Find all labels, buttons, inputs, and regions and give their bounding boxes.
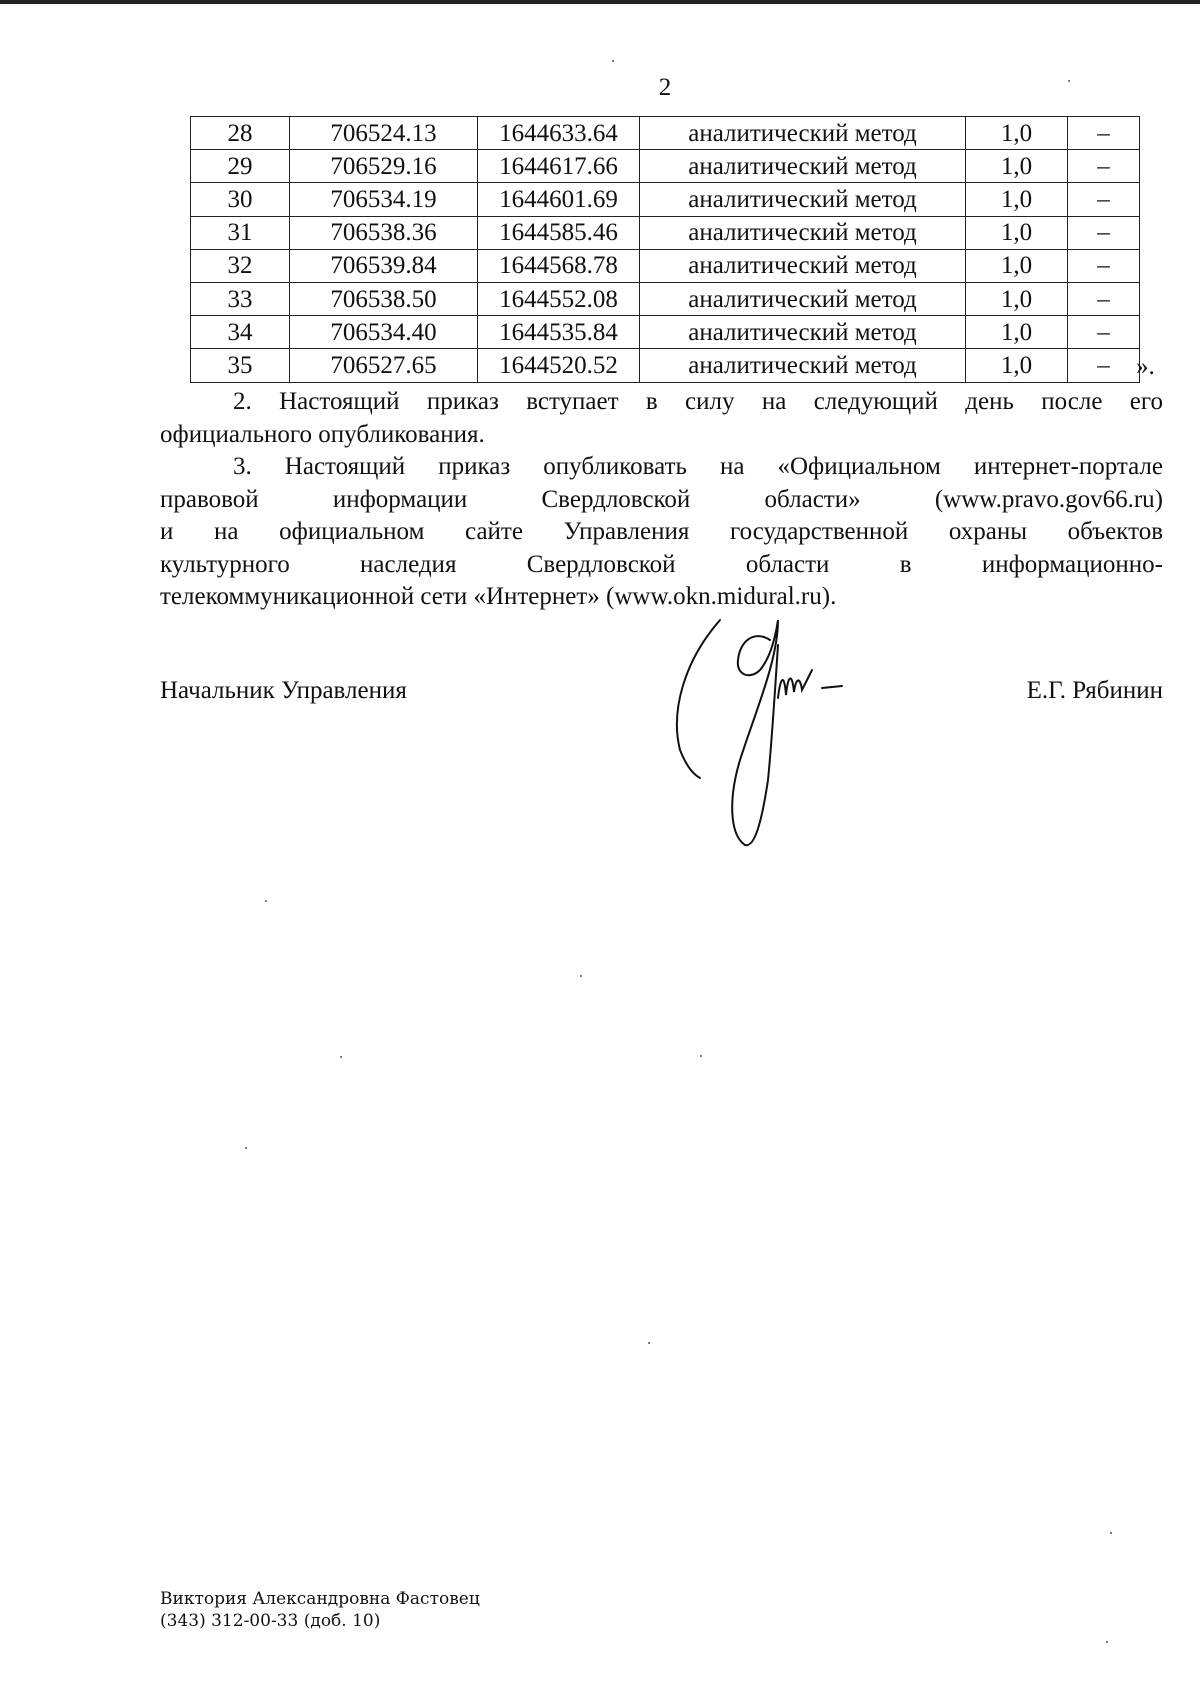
table-cell: – xyxy=(1068,183,1140,216)
table-cell: – xyxy=(1068,282,1140,315)
table-cell: 706527.65 xyxy=(290,349,478,382)
table-cell: – xyxy=(1068,117,1140,150)
paragraph-3-line: телекоммуникационной сети «Интернет» (www.okn.midural.ru). xyxy=(160,583,837,610)
table-cell: 706534.40 xyxy=(290,316,478,349)
executor-contact xyxy=(160,1588,480,1632)
table-cell: аналитический метод xyxy=(640,349,966,382)
table-cell: – xyxy=(1068,349,1140,382)
table-cell: 1,0 xyxy=(966,150,1068,183)
table-cell: – xyxy=(1068,150,1140,183)
table-cell: – xyxy=(1068,249,1140,282)
signatory-title: Начальник Управления xyxy=(160,677,407,704)
table-cell: аналитический метод xyxy=(640,316,966,349)
signatory-name: Е.Г. Рябинин xyxy=(1026,677,1163,704)
paragraph-3 xyxy=(160,451,1163,614)
table-cell: 1644617.66 xyxy=(478,150,640,183)
table-cell: 1644601.69 xyxy=(478,183,640,216)
executor-name: Виктория Александровна Фастовец xyxy=(160,1589,480,1609)
table-cell: 32 xyxy=(191,249,290,282)
table-cell: 706538.36 xyxy=(290,216,478,249)
table-cell: 706538.50 xyxy=(290,282,478,315)
page-number: 2 xyxy=(658,74,672,101)
scan-speck xyxy=(340,1056,342,1058)
scan-top-edge xyxy=(0,0,1200,4)
table-cell: аналитический метод xyxy=(640,117,966,150)
paragraph-3-line: 3. Настоящий приказ опубликовать на «Официальном интернет-портале xyxy=(233,453,1163,480)
scan-speck xyxy=(612,60,614,62)
scan-speck xyxy=(1068,80,1070,82)
table-cell: 29 xyxy=(191,150,290,183)
table-cell: 706529.16 xyxy=(290,150,478,183)
table-cell: 706534.19 xyxy=(290,183,478,216)
table-cell: 1,0 xyxy=(966,117,1068,150)
table-cell: 31 xyxy=(191,216,290,249)
table-row xyxy=(191,150,1140,183)
coordinates-table xyxy=(190,116,1140,383)
table-cell: 1,0 xyxy=(966,282,1068,315)
table-row xyxy=(191,183,1140,216)
table-cell: 35 xyxy=(191,349,290,382)
table-cell: аналитический метод xyxy=(640,150,966,183)
table-cell: аналитический метод xyxy=(640,216,966,249)
paragraph-2-line: 2. Настоящий приказ вступает в силу на следующий день после его xyxy=(233,388,1163,415)
table-cell: 1644520.52 xyxy=(478,349,640,382)
table-row xyxy=(191,282,1140,315)
table-cell: 1644585.46 xyxy=(478,216,640,249)
paragraph-3-line: культурного наследия Свердловской области в информационно- xyxy=(160,550,1163,578)
table-cell: 1,0 xyxy=(966,349,1068,382)
table-closing-quote: ». xyxy=(1136,353,1155,380)
table-cell: 706524.13 xyxy=(290,117,478,150)
table-cell: 1644535.84 xyxy=(478,316,640,349)
table-cell: аналитический метод xyxy=(640,249,966,282)
table-cell: 1644633.64 xyxy=(478,117,640,150)
table-cell: 1,0 xyxy=(966,316,1068,349)
scan-speck xyxy=(1106,1641,1108,1643)
table-cell: 706539.84 xyxy=(290,249,478,282)
scan-speck xyxy=(580,975,582,977)
table-cell: 1644552.08 xyxy=(478,282,640,315)
table-cell: 28 xyxy=(191,117,290,150)
table-cell: – xyxy=(1068,316,1140,349)
scan-speck xyxy=(265,900,267,902)
table-cell: 30 xyxy=(191,183,290,216)
scan-speck xyxy=(1110,1532,1112,1534)
paragraph-3-line: и на официальном сайте Управления государственной охраны объектов xyxy=(160,518,1163,545)
table-cell: 33 xyxy=(191,282,290,315)
scan-speck xyxy=(700,1055,702,1057)
table-cell: 1,0 xyxy=(966,216,1068,249)
executor-phone: (343) 312-00-33 (доб. 10) xyxy=(160,1611,381,1631)
table-cell: аналитический метод xyxy=(640,183,966,216)
table-cell: 1,0 xyxy=(966,183,1068,216)
table-row xyxy=(191,117,1140,150)
paragraph-3-line: правовой информации Свердловской области» (www.pravo.gov66.ru) xyxy=(160,485,1163,513)
table-cell: 1,0 xyxy=(966,249,1068,282)
table-row xyxy=(191,216,1140,249)
paragraph-2 xyxy=(160,386,1163,451)
table-cell: аналитический метод xyxy=(640,282,966,315)
table-row xyxy=(191,249,1140,282)
table-cell: 1644568.78 xyxy=(478,249,640,282)
table-row xyxy=(191,316,1140,349)
table-row xyxy=(191,349,1140,382)
handwritten-signature xyxy=(660,600,880,860)
paragraph-2-line: официального опубликования. xyxy=(160,420,485,448)
scan-speck xyxy=(245,1147,247,1149)
table-cell: – xyxy=(1068,216,1140,249)
scan-speck xyxy=(648,1342,650,1344)
table-cell: 34 xyxy=(191,316,290,349)
